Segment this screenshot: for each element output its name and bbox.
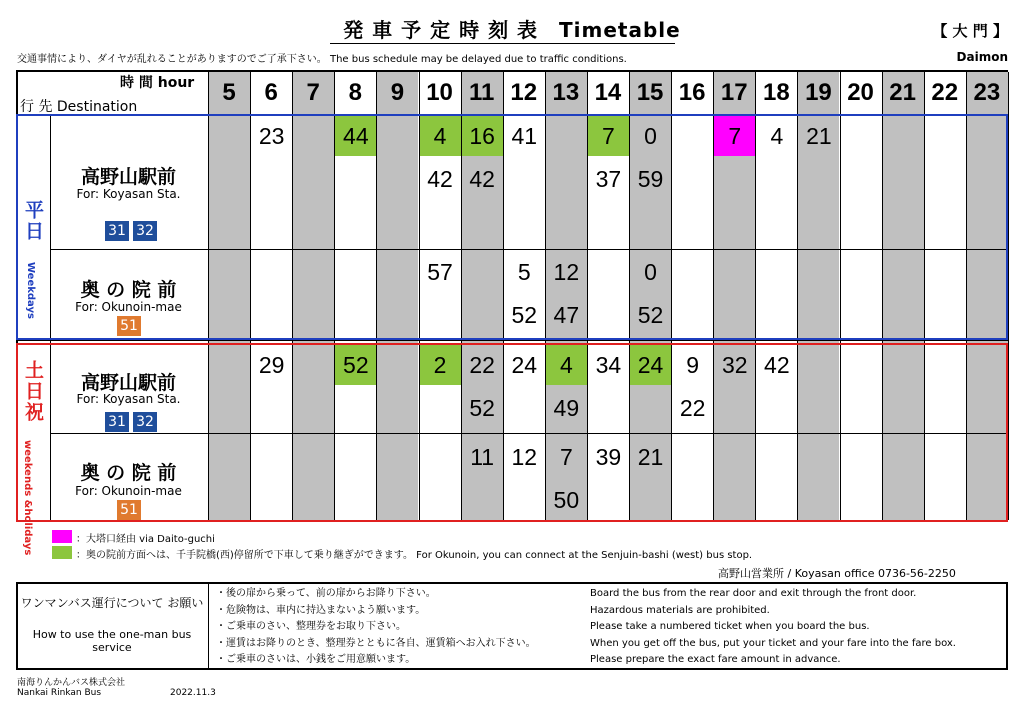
- departure-minute: 44: [335, 116, 376, 156]
- hour-header: 18: [762, 79, 790, 106]
- departure-minute: 7: [559, 444, 573, 470]
- hour-header: 7: [306, 79, 320, 106]
- departure-minute: 32: [721, 352, 748, 378]
- hour-label: 時 間 hour: [120, 75, 195, 91]
- instruction-en: Hazardous materials are prohibited.: [590, 604, 770, 616]
- departure-minute: 42: [469, 166, 495, 192]
- departure-minute: 16: [462, 116, 503, 156]
- hour-header: 8: [348, 79, 363, 106]
- holidays-label-en: weekends &holidays: [22, 440, 33, 556]
- dest-okunoin-holiday: 奥 の 院 前: [80, 462, 177, 484]
- hour-header: 11: [468, 79, 495, 106]
- hour-header: 6: [264, 79, 278, 106]
- departure-minute: 12: [553, 259, 580, 285]
- instruction-jp: ・ご乗車のさい、整理券をお取り下さい。: [216, 621, 406, 632]
- departure-minute: 4: [770, 123, 784, 149]
- route-badge-51: 51: [117, 316, 141, 336]
- dest-koyasan-holiday: 高野山駅前: [80, 372, 176, 394]
- departure-minute: 29: [258, 352, 285, 378]
- departure-minute: 23: [258, 123, 285, 149]
- departure-minute: 52: [637, 302, 664, 328]
- departure-minute: 0: [644, 123, 657, 149]
- hour-header: 15: [636, 79, 664, 106]
- legend-pink-swatch: [52, 530, 72, 543]
- departure-minute: 21: [637, 444, 664, 470]
- hour-header: 9: [390, 79, 405, 106]
- instructions-divider: [208, 582, 209, 670]
- departure-minute: 42: [427, 166, 453, 192]
- instruction-en: Please take a numbered ticket when you board the bus.: [590, 621, 870, 632]
- weekdays-label-en: Weekdays: [25, 262, 36, 319]
- destination-label: 行 先 Destination: [20, 99, 138, 115]
- hour-header: 17: [720, 79, 748, 106]
- hour-header: 16: [678, 79, 706, 106]
- title-underline: [330, 43, 675, 44]
- instruction-jp: ・運賃はお降りのとき、整理券とともに各自、運賃箱へお入れ下さい。: [216, 637, 536, 649]
- departure-minute: 7: [714, 116, 755, 156]
- instructions-heading-en: How to use the one-man bus service: [32, 628, 192, 654]
- departure-minute: 39: [595, 444, 622, 470]
- legend-green-swatch: [52, 546, 72, 559]
- weekdays-label: 平日: [22, 200, 44, 242]
- legend-green-text: ：奥の院前方面へは、千手院橋(西)停留所で下車して乗り継ぎができます。 For Okunoin, you can connect at the Senjuin-bashi (west) bus stop.: [76, 550, 753, 561]
- legend-pink-text: ：大塔口経由 via Daito-guchi: [76, 534, 215, 545]
- departure-minute: 41: [511, 123, 538, 149]
- hour-header: 22: [931, 79, 959, 106]
- departure-minute: 52: [511, 302, 538, 328]
- instruction-jp: ・危険物は、車内に持込まないよう願います。: [216, 604, 426, 616]
- route-badge-51: 51: [117, 500, 141, 520]
- delay-notice: 交通事情により、ダイヤが乱れることがありますのでご了承下さい。 The bus schedule may be delayed due to traffic conditions.: [17, 54, 627, 65]
- grid-line: [1008, 72, 1009, 520]
- departure-minute: 4: [420, 116, 461, 156]
- departure-minute: 22: [679, 395, 706, 421]
- departure-minute: 34: [595, 352, 622, 378]
- departure-minute: 52: [469, 395, 495, 421]
- departure-minute: 42: [764, 352, 790, 378]
- route-badge-31: 31: [105, 412, 129, 432]
- departure-minute: 24: [511, 352, 538, 378]
- route-badge-32: 32: [133, 412, 157, 432]
- departure-minute: 9: [686, 352, 700, 378]
- instruction-en: Board the bus from the rear door and exit through the front door.: [590, 588, 917, 599]
- hour-header: 10: [426, 79, 453, 106]
- grid-line: [16, 340, 1008, 341]
- hour-header: 5: [222, 79, 236, 106]
- departure-minute: 2: [420, 345, 461, 385]
- hour-header: 20: [847, 79, 874, 106]
- route-badge-31: 31: [105, 221, 129, 241]
- instruction-jp: ・後の扉から乗って、前の扉からお降り下さい。: [216, 588, 436, 599]
- departure-minute: 59: [637, 166, 664, 192]
- instruction-en: When you get off the bus, put your ticket and your fare into the fare box.: [590, 637, 956, 649]
- stop-name: 【 大 門 】: [932, 22, 1008, 40]
- hour-header: 21: [889, 79, 916, 106]
- instructions-heading-jp: ワンマンバス運行について お願い: [20, 596, 204, 610]
- dest-koyasan-weekday: 高野山駅前: [80, 166, 176, 188]
- page-title: 発 車 予 定 時 刻 表 Timetable: [343, 18, 681, 42]
- departure-minute: 47: [553, 302, 580, 328]
- departure-minute: 37: [595, 166, 622, 192]
- holidays-label: 土日祝: [22, 360, 44, 423]
- company-jp: 南海りんかんバス株式会社: [17, 678, 126, 688]
- hour-header: 13: [552, 79, 580, 106]
- departure-minute: 49: [553, 395, 580, 421]
- stop-name-en: Daimon: [956, 50, 1008, 64]
- dest-okunoin-weekday-en: For: Okunoin-mae: [75, 300, 182, 314]
- departure-minute: 22: [469, 352, 495, 378]
- office-contact: 高野山営業所 / Koyasan office 0736-56-2250: [718, 567, 956, 580]
- instruction-en: Please prepare the exact fare amount in advance.: [590, 654, 841, 665]
- departure-minute: 11: [470, 444, 495, 470]
- instructions-en: [590, 586, 956, 669]
- issue-date: 2022.11.3: [170, 688, 216, 698]
- dest-koyasan-holiday-en: For: Koyasan Sta.: [76, 392, 181, 406]
- company-en: Nankai Rinkan Bus: [17, 688, 102, 698]
- dest-okunoin-weekday: 奥 の 院 前: [80, 279, 177, 301]
- departure-minute: 7: [588, 116, 629, 156]
- departure-minute: 4: [546, 345, 587, 385]
- instruction-jp: ・ご乗車のさいは、小銭をご用意願います。: [216, 654, 416, 665]
- departure-minute: 57: [427, 259, 453, 285]
- hour-header: 12: [510, 79, 538, 106]
- dest-koyasan-weekday-en: For: Koyasan Sta.: [76, 187, 181, 201]
- hour-header: 19: [805, 79, 832, 106]
- departure-minute: 50: [553, 487, 580, 513]
- departure-minute: 5: [517, 259, 531, 285]
- departure-minute: 21: [806, 123, 832, 149]
- route-badge-32: 32: [133, 221, 157, 241]
- hour-header: 14: [594, 79, 622, 106]
- departure-minute: 52: [335, 345, 376, 385]
- departure-minute: 12: [511, 444, 538, 470]
- instructions-jp: [216, 586, 536, 669]
- departure-minute: 0: [644, 259, 657, 285]
- dest-okunoin-holiday-en: For: Okunoin-mae: [75, 484, 182, 498]
- hour-header: 23: [973, 79, 1001, 106]
- departure-minute: 24: [630, 345, 671, 385]
